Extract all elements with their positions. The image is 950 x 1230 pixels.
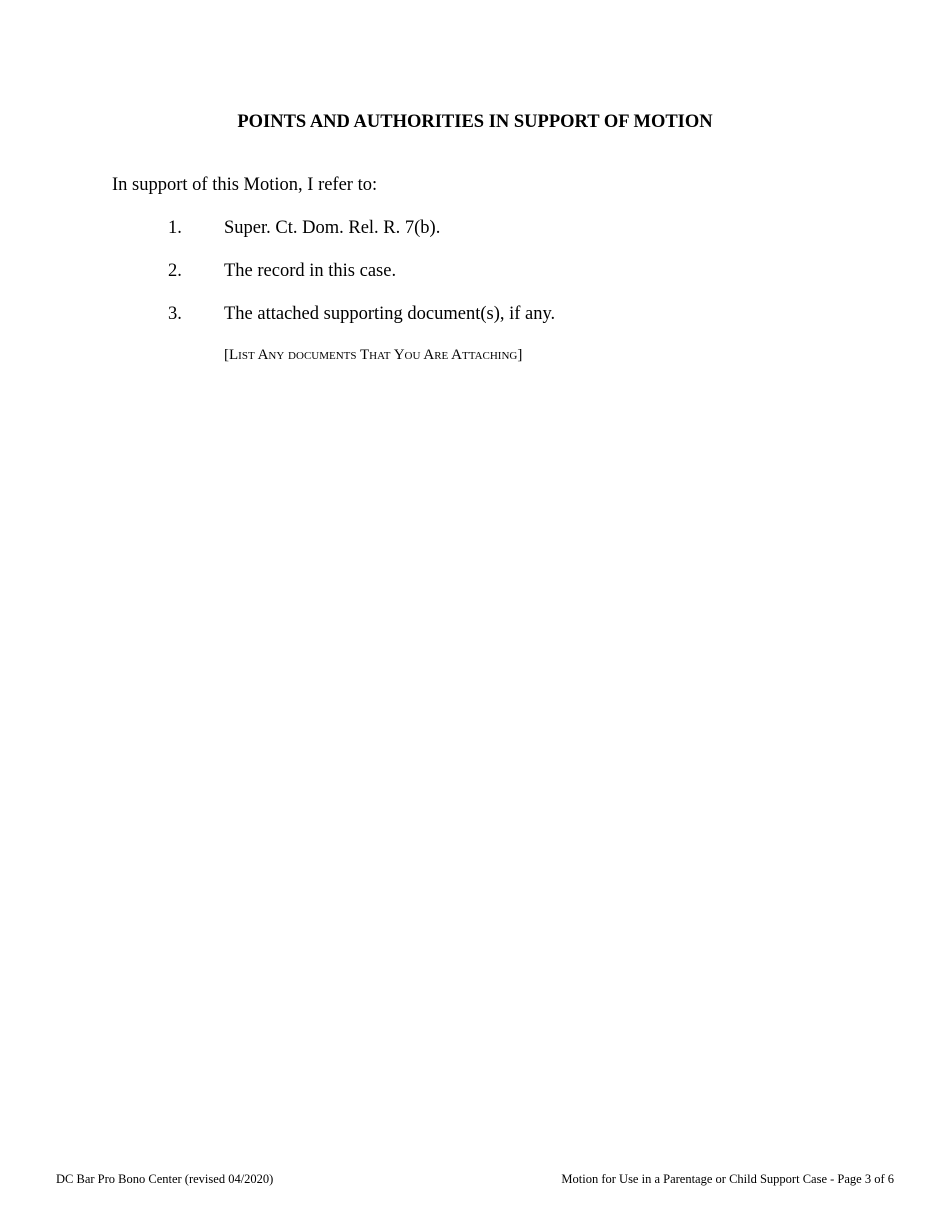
item-text: Super. Ct. Dom. Rel. R. 7(b). [224, 218, 441, 238]
item-text: The attached supporting document(s), if any. [224, 304, 556, 324]
attachments-instruction: [List Any documents That You Are Attaching] [224, 347, 523, 363]
item-number: 1. [168, 218, 182, 238]
footer-right: Motion for Use in a Parentage or Child Support Case - Page 3 of 6 [561, 1172, 894, 1186]
intro-text: In support of this Motion, I refer to: [112, 175, 378, 195]
item-text: The record in this case. [224, 261, 397, 281]
item-number: 3. [168, 304, 182, 324]
footer-left: DC Bar Pro Bono Center (revised 04/2020) [56, 1172, 274, 1186]
page-title: POINTS AND AUTHORITIES IN SUPPORT OF MOTION [237, 112, 713, 132]
item-number: 2. [168, 261, 182, 281]
